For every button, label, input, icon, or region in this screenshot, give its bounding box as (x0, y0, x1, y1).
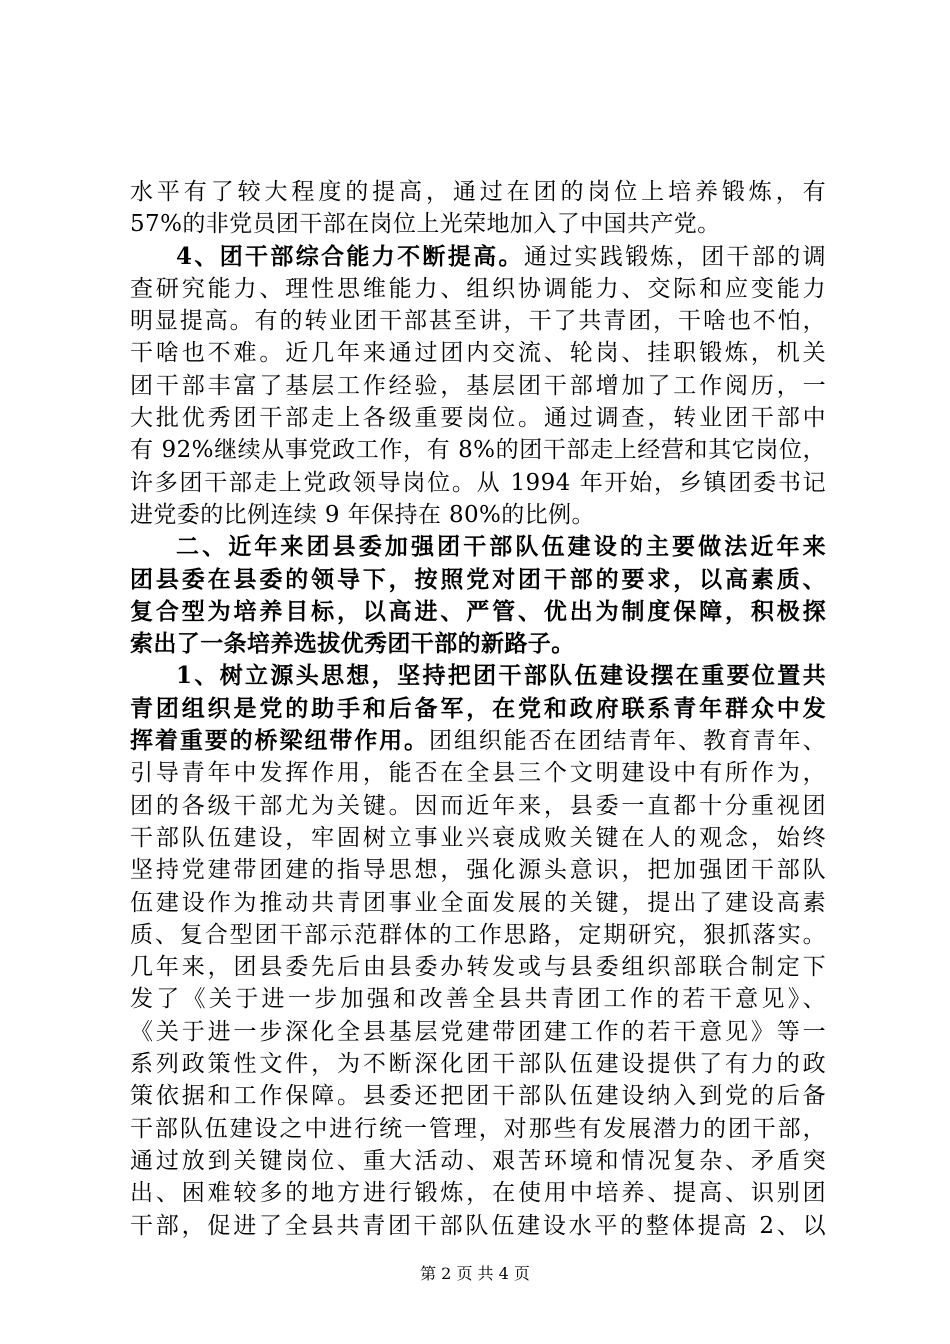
body-text: 水平有了较大程度的提高，通过在团的岗位上培养锻炼，有 (130, 179, 826, 205)
body-text: 57%的非党员团干部在岗位上光荣地加入了中国共产党。 (130, 211, 721, 238)
body-text: 策依据和工作保障。县委还把团干部队伍建设纳入到党的后备 (130, 1083, 826, 1110)
text-line (130, 951, 826, 983)
body-text: 大批优秀团干部走上各级重要岗位。通过调查，转业团干部中 (130, 405, 826, 432)
body-text: 有 92%继续从事党政工作，有 8%的团干部走上经营和其它岗位， (130, 437, 826, 464)
text-line (130, 1113, 826, 1145)
body-text: 系列政策性文件，为不断深化团干部队伍建设提供了有力的政 (130, 1051, 826, 1078)
text-line (130, 370, 826, 402)
body-text: 干部，促进了全县共青团干部队伍建设水平的整体提高 2、以 (130, 1212, 826, 1239)
body-text: 出、困难较多的地方进行锻炼，在使用中培养、提高、识别团 (130, 1180, 826, 1207)
text-line (130, 467, 826, 499)
text-line (130, 854, 826, 886)
body-text: 许多团干部走上党政领导岗位。从 1994 年开始，乡镇团委书记 (130, 469, 826, 496)
bold-heading-text: 二、近年来团县委加强团干部队伍建设的主要做法近年来 (176, 533, 826, 561)
text-line (130, 273, 826, 305)
page-footer: 第 2 页 共 4 页 (420, 1264, 530, 1283)
text-line (130, 693, 826, 725)
text-line (130, 564, 826, 596)
text-line (130, 628, 826, 660)
text-line (130, 402, 826, 434)
text-line (130, 531, 826, 563)
body-text: 团干部丰富了基层工作经验，基层团干部增加了工作阅历，一 (130, 372, 826, 399)
text-line (130, 1210, 826, 1242)
body-text: 明显提高。有的转业团干部甚至讲，干了共青团，干啥也不怕， (130, 308, 826, 335)
body-text: 《关于进一步深化全县基层党建带团建工作的若干意见》等一 (130, 1018, 826, 1045)
bold-heading-text: 4、团干部综合能力不断提高。 (176, 242, 524, 270)
bold-heading-text: 团县委在县委的领导下，按照党对团干部的要求，以高素质、 (130, 565, 826, 593)
bold-heading-text: 1、树立源头思想，坚持把团干部队伍建设摆在重要位置共 (176, 662, 826, 690)
text-line (130, 919, 826, 951)
body-text: 质、复合型团干部示范群体的工作思路，定期研究，狠抓落实。 (130, 921, 826, 948)
text-line (130, 208, 826, 240)
text-line (130, 434, 826, 466)
document-body (130, 176, 826, 1242)
bold-heading-text: 挥着重要的桥梁纽带作用。 (130, 727, 429, 755)
text-line (130, 757, 826, 789)
text-line (130, 887, 826, 919)
text-line (130, 983, 826, 1015)
text-line (130, 176, 826, 208)
text-line (130, 822, 826, 854)
body-text: 团的各级干部尤为关键。因而近年来，县委一直都十分重视团 (130, 792, 826, 819)
text-line (130, 1145, 826, 1177)
body-text: 发了《关于进一步加强和改善全县共青团工作的若干意见》、 (130, 986, 826, 1013)
text-line (130, 1016, 826, 1048)
body-text: 引导青年中发挥作用，能否在全县三个文明建设中有所作为， (130, 760, 826, 787)
text-line (130, 790, 826, 822)
text-line (130, 499, 826, 531)
text-line (130, 725, 826, 757)
text-line (130, 660, 826, 692)
body-text: 团组织能否在团结青年、教育青年、 (428, 728, 826, 755)
body-text: 干部队伍建设，牢固树立事业兴衰成败关键在人的观念，始终 (130, 824, 826, 851)
text-line (130, 1177, 826, 1209)
body-text: 查研究能力、理性思维能力、组织协调能力、交际和应变能力 (130, 275, 826, 302)
body-text: 坚持党建带团建的指导思想，强化源头意识，把加强团干部队 (130, 857, 826, 884)
bold-heading-text: 复合型为培养目标，以高进、严管、优出为制度保障，积极探 (130, 597, 826, 625)
text-line (130, 1080, 826, 1112)
body-text: 通过实践锻炼，团干部的调 (523, 243, 826, 270)
text-line (130, 1048, 826, 1080)
text-line (130, 337, 826, 369)
body-text: 干啥也不难。近几年来通过团内交流、轮岗、挂职锻炼，机关 (130, 340, 826, 367)
body-text: 几年来，团县委先后由县委办转发或与县委组织部联合制定下 (130, 954, 826, 981)
body-text: 通过放到关键岗位、重大活动、艰苦环境和情况复杂、矛盾突 (130, 1147, 826, 1174)
text-line (130, 596, 826, 628)
text-line (130, 241, 826, 273)
body-text: 干部队伍建设之中进行统一管理，对那些有发展潜力的团干部， (130, 1115, 826, 1142)
text-line (130, 305, 826, 337)
body-text: 伍建设作为推动共青团事业全面发展的关键，提出了建设高素 (130, 889, 826, 916)
body-text: 进党委的比例连续 9 年保持在 80%的比例。 (130, 501, 595, 528)
bold-heading-text: 索出了一条培养选拔优秀团干部的新路子。 (130, 630, 575, 658)
bold-heading-text: 青团组织是党的助手和后备军，在党和政府联系青年群众中发 (130, 694, 826, 722)
